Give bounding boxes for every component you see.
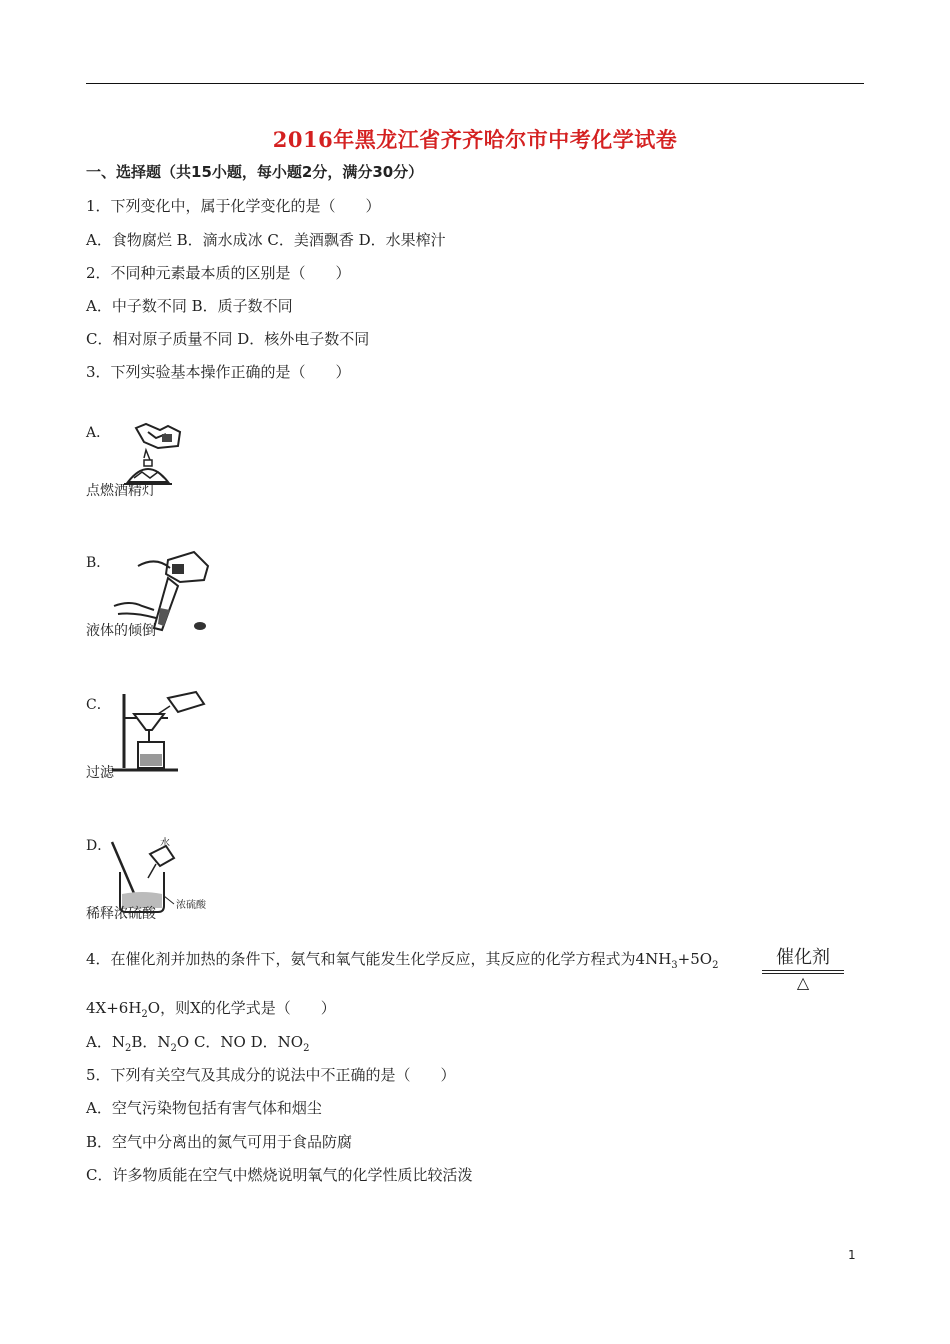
q1-options: A．食物腐烂 B．滴水成冰 C．美酒飘香 D．水果榨汁 bbox=[86, 231, 446, 249]
q3-option-b-letter: B． bbox=[86, 555, 111, 571]
q5-option-a: A．空气污染物包括有害气体和烟尘 bbox=[86, 1099, 322, 1117]
q3-option-c-letter: C． bbox=[86, 697, 111, 713]
q4-stem-line2: $4X+6H_2O$，则X的化学式是（ ） bbox=[86, 999, 336, 1020]
reaction-condition bbox=[762, 948, 844, 992]
q4-options: A．$N_2B$．$N_2O$ C．NO D．$NO_2$ bbox=[86, 1033, 310, 1054]
q2-options-2: C．相对原子质量不同 D．核外电子数不同 bbox=[86, 330, 370, 348]
q3-option-a-caption: 点燃酒精灯 bbox=[86, 483, 156, 499]
q2-options-1: A．中子数不同 B．质子数不同 bbox=[86, 297, 293, 315]
equation-bar-top bbox=[762, 970, 844, 971]
q5-option-b: B．空气中分离出的氮气可用于食品防腐 bbox=[86, 1133, 353, 1151]
q5-stem: 5．下列有关空气及其成分的说法中不正确的是（ ） bbox=[86, 1066, 456, 1084]
filtration-figure bbox=[108, 690, 208, 778]
q2-stem: 2．不同种元素最本质的区别是（ ） bbox=[86, 264, 351, 282]
page-title: 2016年黑龙江省齐齐哈尔市中考化学试卷 bbox=[272, 127, 678, 152]
q3-option-b-caption: 液体的倾倒 bbox=[86, 623, 156, 639]
q3-option-d-label-acid: 浓硫酸 bbox=[176, 900, 206, 911]
q3-option-d-caption: 稀释浓硫酸 bbox=[86, 906, 156, 922]
q4-stem: 4．在催化剂并加热的条件下，氨气和氧气能发生化学反应，其反应的化学方程式为$4NH_3+5O_2$ bbox=[86, 950, 719, 971]
q3-option-a-letter: A． bbox=[86, 425, 111, 441]
header-rule bbox=[86, 83, 864, 84]
heat-symbol: △ bbox=[796, 973, 810, 992]
q3-option-d-letter: D． bbox=[86, 838, 112, 854]
q3-option-d-label-water: 水 bbox=[160, 838, 170, 849]
q3-stem: 3．下列实验基本操作正确的是（ ） bbox=[86, 363, 351, 381]
q5-option-c: C．许多物质能在空气中燃烧说明氧气的化学性质比较活泼 bbox=[86, 1166, 473, 1184]
section-heading: 一、选择题（共15小题，每小题2分，满分30分） bbox=[86, 163, 424, 181]
q1-stem: 1．下列变化中，属于化学变化的是（ ） bbox=[86, 197, 381, 215]
q3-option-c-caption: 过滤 bbox=[86, 765, 114, 781]
catalyst-label: 催化剂 bbox=[776, 947, 830, 968]
page-number: 1 bbox=[848, 1248, 856, 1262]
